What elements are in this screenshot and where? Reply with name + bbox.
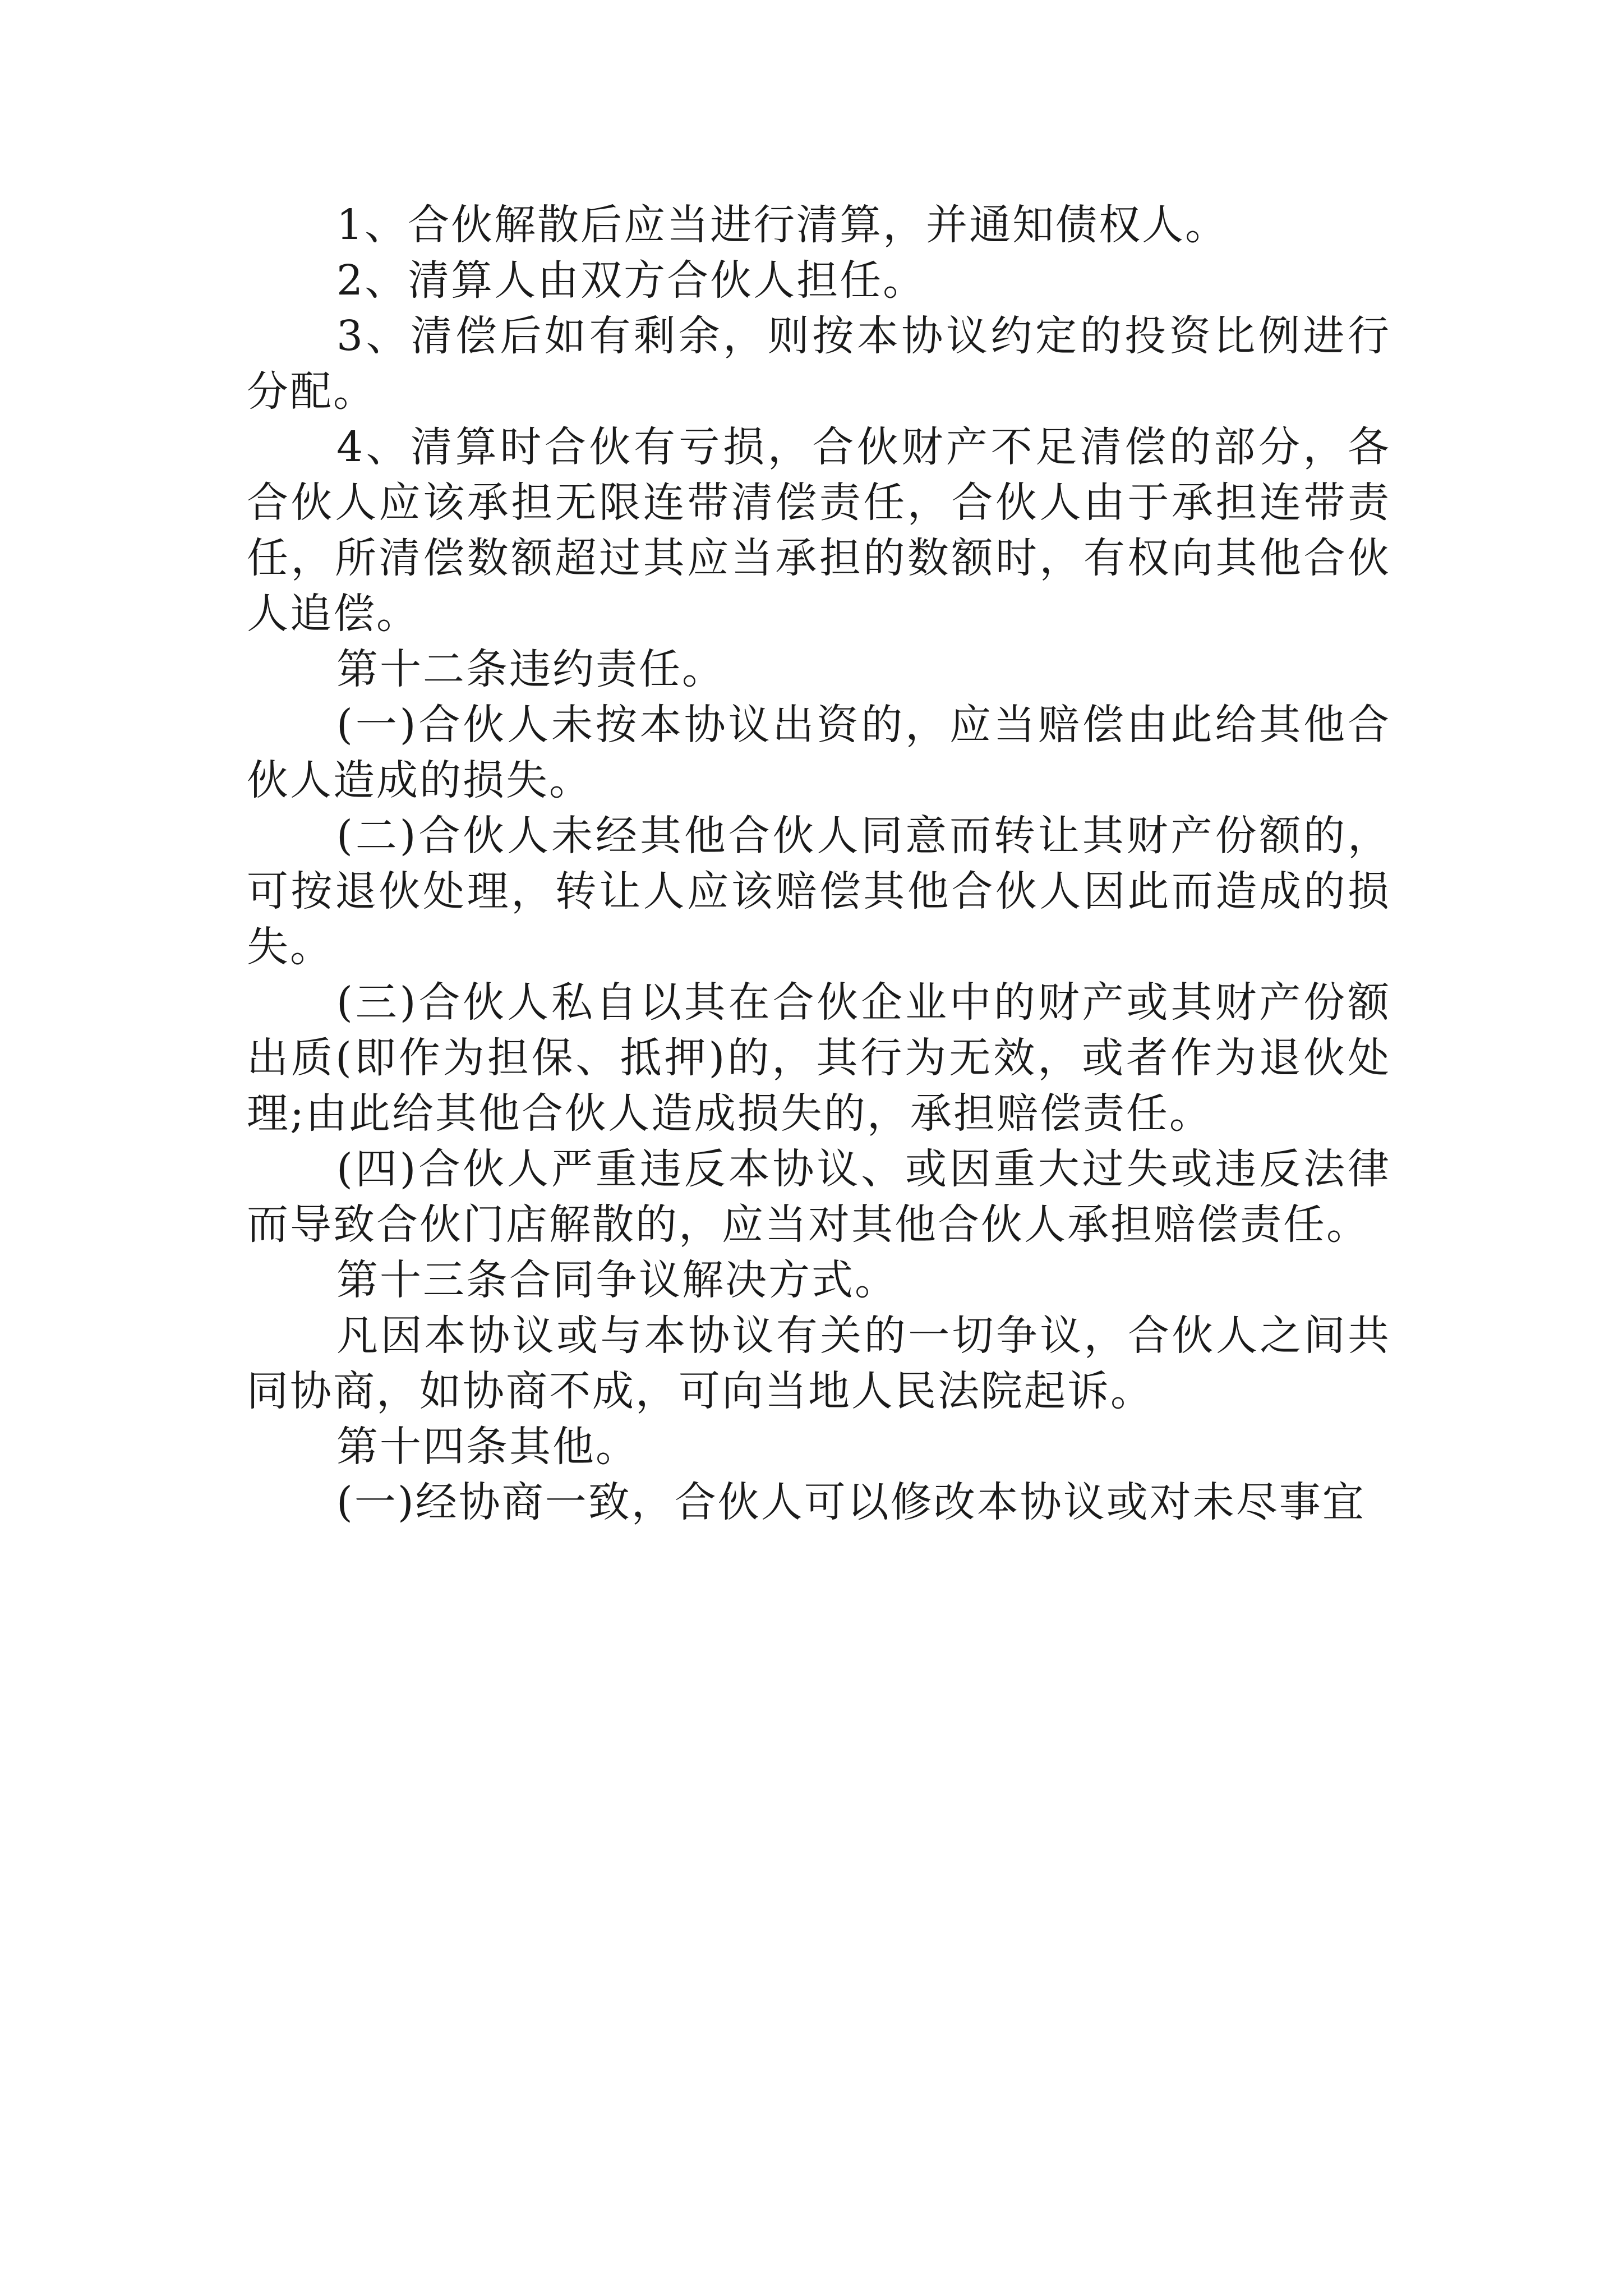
article-13-body: 凡因本协议或与本协议有关的一切争议，合伙人之间共同协商，如协商不成，可向当地人民法院起诉。	[247, 1312, 1391, 1415]
paragraph-liquidation-1: 1、合伙解散后应当进行清算，并通知债权人。	[336, 201, 1229, 249]
article-12-item-2: (二)合伙人未经其他合伙人同意而转让其财产份额的，可按退伙处理，转让人应该赔偿其他合伙人因此而造成的损失。	[247, 812, 1391, 971]
article-12-item-4: (四)合伙人严重违反本协议、或因重大过失或违反法律而导致合伙门店解散的，应当对其他合伙人承担赔偿责任。	[247, 1145, 1391, 1249]
document-body	[247, 197, 1391, 1530]
article-12-item-3: (三)合伙人私自以其在合伙企业中的财产或其财产份额出质(即作为担保、抵押)的，其行为无效，或者作为退伙处理;由此给其他合伙人造成损失的，承担赔偿责任。	[247, 978, 1391, 1138]
article-13-heading: 第十三条合同争议解决方式。	[336, 1256, 898, 1304]
article-12-heading: 第十二条违约责任。	[336, 645, 725, 693]
paragraph-liquidation-2: 2、清算人由双方合伙人担任。	[336, 256, 926, 305]
paragraph-liquidation-3: 3、清偿后如有剩余，则按本协议约定的投资比例进行分配。	[247, 312, 1391, 416]
article-12-item-1: (一)合伙人未按本协议出资的，应当赔偿由此给其他合伙人造成的损失。	[247, 701, 1391, 804]
article-14-heading: 第十四条其他。	[336, 1423, 639, 1471]
article-14-item-1: (一)经协商一致，合伙人可以修改本协议或对未尽事宜	[336, 1478, 1366, 1526]
paragraph-liquidation-4: 4、清算时合伙有亏损，合伙财产不足清偿的部分，各合伙人应该承担无限连带清偿责任，合伙人由于承担连带责任，所清偿数额超过其应当承担的数额时，有权向其他合伙人追偿。	[247, 423, 1391, 638]
